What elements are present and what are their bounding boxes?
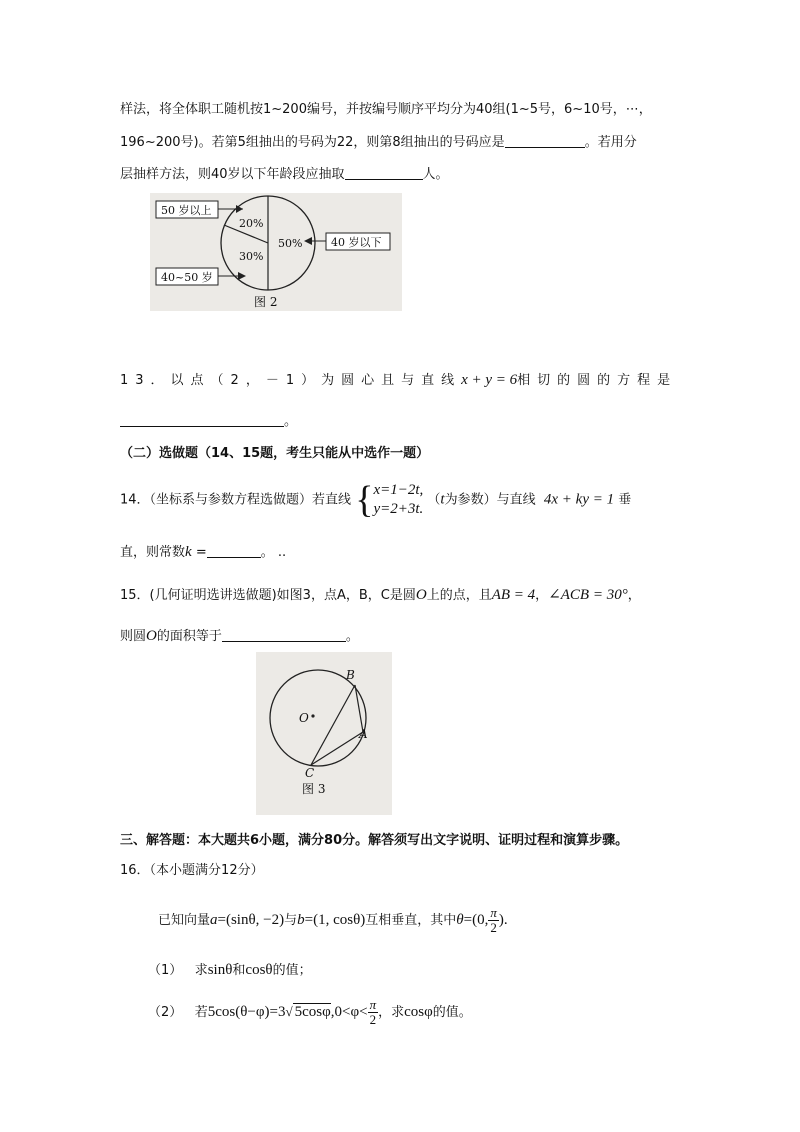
q13: 13．以点（2，－1）为圆心且与直线x + y = 6相切的圆的方程是 [120,372,678,388]
slice-label-50: 50% [278,237,303,250]
q12-line3: 层抽样方法，则40岁以下年龄段应抽取 人。 [120,167,449,182]
q12-line1: 样法，将全体职工随机按1~200编号，并按编号顺序平均分为40组(1~5号，6~10号，⋯， [120,102,652,117]
q16-given: 已知向量a=(sinθ, −2)与b=(1, cosθ)互相垂直，其中θ=(0, $\frac{\pi}{2}$ ). [158,905,508,935]
label-o: O [299,711,309,725]
answer-blank[interactable] [222,627,346,642]
q13-answer: 。 [120,410,297,429]
answer-blank[interactable] [505,133,585,148]
q15-line1: 15．(几何证明选讲选做题)如图3，点A，B，C是圆O上的点，且AB = 4，∠ACB = 30°， [120,587,641,603]
fraction-pi-over-2: $\frac{\pi}{2}$ [369,997,377,1027]
section-3-heading: 三、解答题：本大题共6小题，满分80分。解答须写出文字说明、证明过程和演算步骤。 [120,833,629,848]
answer-blank[interactable] [120,412,284,427]
answer-blank[interactable] [207,543,261,558]
q16-header: 16．（本小题满分12分） [120,863,264,878]
q14-line2: 直，则常数k = 。 .. [120,544,287,560]
parametric-system: x=1−2t, y=2+3t. [373,482,424,517]
label-a: A [359,727,368,741]
legend-40-50: 40~50 岁 [161,271,213,284]
legend-under40: 40 岁以下 [331,236,382,249]
answer-blank[interactable] [345,165,423,180]
center-dot [311,714,314,717]
slice-label-30: 30% [239,250,264,263]
figure-3 [256,652,392,815]
segment-cb [311,685,355,765]
figure-2 [150,193,402,311]
fraction-pi-over-2: $\frac{\pi}{2}$ [490,905,497,935]
q14-line1: 14．（坐标系与参数方程选做题）若直线 { x=1−2t, y=2+3t. （t为参数）与直线 4x + ky = 1 垂 [120,479,632,521]
label-b: B [346,668,355,682]
q12-line2: 196~200号)。若第5组抽出的号码为22，则第8组抽出的号码应是 。若用分 [120,135,637,150]
legend-over50: 50 岁以上 [161,204,212,217]
figure-caption: 图 3 [302,782,326,796]
q16-part2: （2） 若5cos(θ−φ)=3√ 5cosφ,0<φ< $\frac{\pi}{2}$ ，求cosφ的值。 [148,997,472,1027]
q15-line2: 则圆O的面积等于 。 [120,628,359,644]
slice-label-20: 20% [239,217,264,230]
system-brace: { [355,479,374,521]
pie-chart [150,193,402,311]
figure-caption: 图 2 [254,295,278,309]
q16-part1: （1） 求sinθ和cosθ的值； [148,962,312,978]
label-c: C [305,766,315,780]
section-optional-heading: （二）选做题（14、15题，考生只能从中选作一题） [120,446,430,461]
